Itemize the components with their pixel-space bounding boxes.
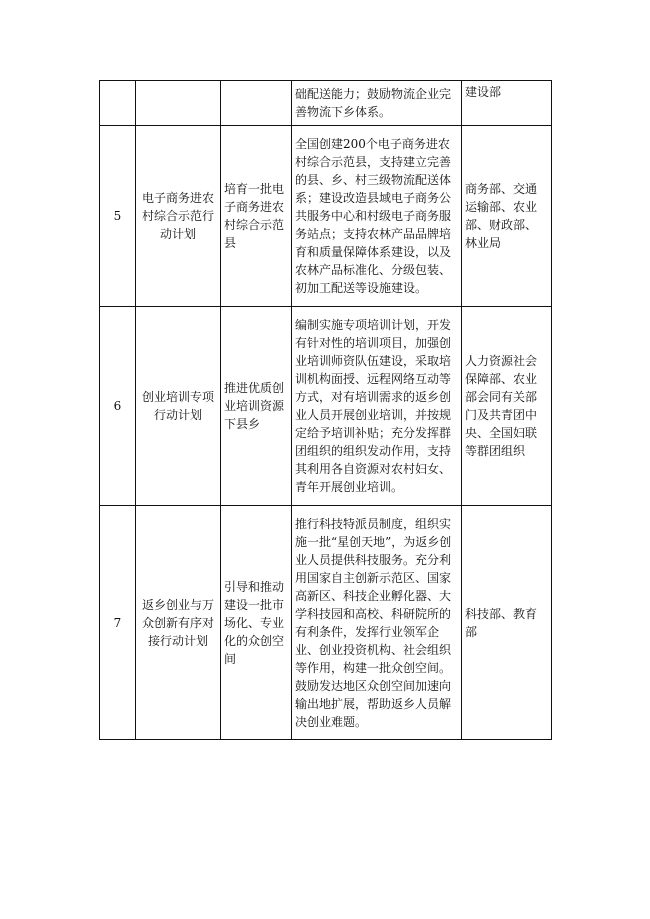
plan-goal xyxy=(221,81,292,126)
plan-name: 电子商务进农村综合示范行动计划 xyxy=(136,126,221,307)
table-row xyxy=(100,81,552,126)
plan-name: 创业培训专项行动计划 xyxy=(136,307,221,506)
responsible-departments: 人力资源社会保障部、农业部会同有关部门及共青团中央、全国妇联等群团组织 xyxy=(462,307,552,506)
table-row xyxy=(100,506,552,740)
responsible-departments: 建设部 xyxy=(462,81,552,126)
plan-content: 推行科技特派员制度，组织实施一批“星创天地”，为返乡创业人员提供科技服务。充分利用国家自主创新示范区、国家高新区、科技企业孵化器、大学科技园和高校、科研院所的有利条件，发挥行业领军企业、创业投资机构、社会组织等作用，构建一批众创空间。鼓励发达地区众创空间加速向输出地扩展，帮助返乡人员解决创业难题。 xyxy=(292,506,462,740)
plan-content: 础配送能力；鼓励物流企业完善物流下乡体系。 xyxy=(292,81,462,126)
responsible-departments: 科技部、教育部 xyxy=(462,506,552,740)
plan-name: 返乡创业与万众创新有序对接行动计划 xyxy=(136,506,221,740)
plan-goal: 推进优质创业培训资源下县乡 xyxy=(221,307,292,506)
action-plan-table xyxy=(99,80,552,740)
row-number: 7 xyxy=(100,506,136,740)
row-number: 6 xyxy=(100,307,136,506)
row-number: 5 xyxy=(100,126,136,307)
responsible-departments: 商务部、交通运输部、农业部、财政部、林业局 xyxy=(462,126,552,307)
plan-goal: 引导和推动建设一批市场化、专业化的众创空间 xyxy=(221,506,292,740)
row-number xyxy=(100,81,136,126)
plan-goal: 培育一批电子商务进农村综合示范县 xyxy=(221,126,292,307)
plan-content: 编制实施专项培训计划，开发有针对性的培训项目，加强创业培训师资队伍建设，采取培训机构面授、远程网络互动等方式，对有培训需求的返乡创业人员开展创业培训，并按规定给予培训补贴；充分发挥群团组织的组织发动作用，支持其利用各自资源对农村妇女、青年开展创业培训。 xyxy=(292,307,462,506)
plan-content: 全国创建200个电子商务进农村综合示范县，支持建立完善的县、乡、村三级物流配送体系；建设改造县域电子商务公共服务中心和村级电子商务服务站点；支持农林产品品牌培育和质量保障体系建设，以及农林产品标准化、分级包装、初加工配送等设施建设。 xyxy=(292,126,462,307)
plan-name xyxy=(136,81,221,126)
table-row xyxy=(100,126,552,307)
table-row xyxy=(100,307,552,506)
